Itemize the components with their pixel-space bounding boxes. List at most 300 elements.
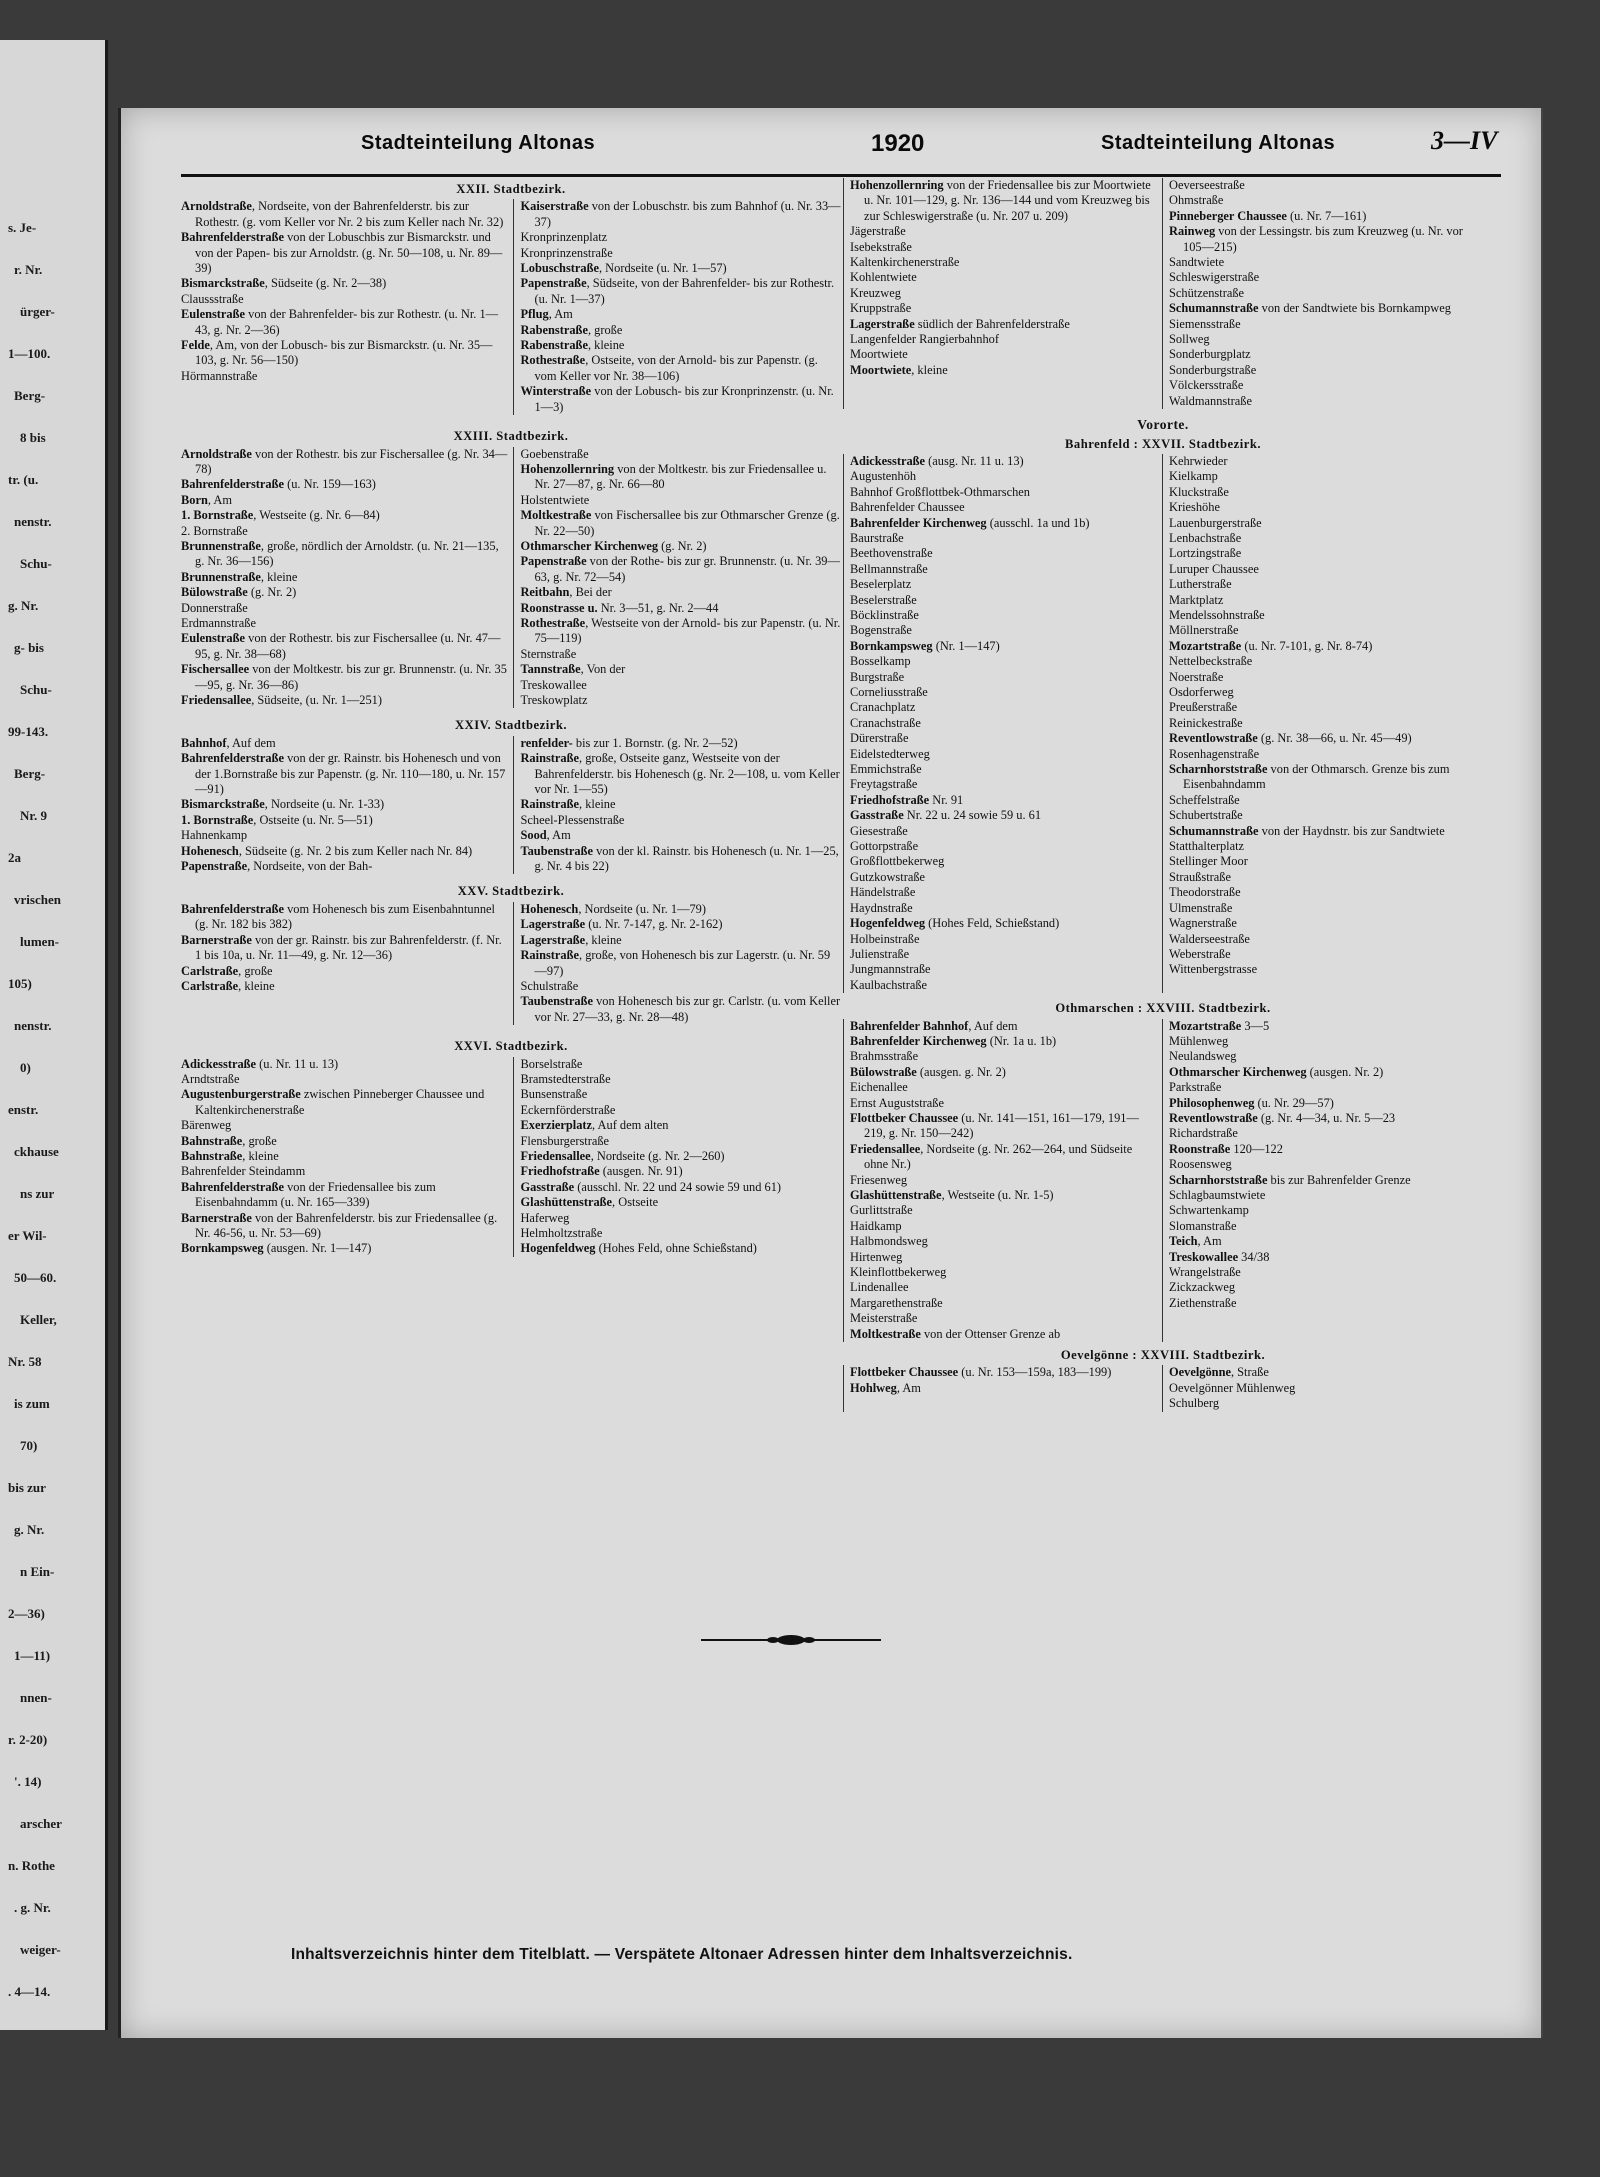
street-entry: Friesenweg — [850, 1172, 908, 1187]
left-page-fragment: 99-143. — [8, 724, 49, 739]
street-entry: Bahrenfelder Kirchenweg (Nr. 1a u. 1b) — [850, 1033, 1057, 1048]
page-number: 3—IV — [1431, 126, 1498, 155]
left-page-fragment: n Ein- — [20, 1564, 55, 1579]
street-entry: Scharnhorststraße von der Othmarsch. Grenze bis zum Eisenbahndamm — [1169, 762, 1450, 792]
street-entry: Flottbeker Chaussee (u. Nr. 141—151, 161—179, 191—219, g. Nr. 150—242) — [850, 1110, 1139, 1141]
left-page-fragment: is zum — [14, 1396, 50, 1411]
street-entry: Lagerstraße, kleine — [520, 932, 622, 947]
street-entry: Roosensweg — [1169, 1157, 1232, 1172]
street-entry: Freytagstraße — [850, 777, 918, 792]
section-23-col-b — [513, 447, 841, 709]
street-entry: Tannstraße, Von der — [520, 662, 626, 677]
left-page-fragment: Schu- — [20, 682, 52, 697]
street-entry: Friedensallee, Südseite, (u. Nr. 1—251) — [181, 693, 382, 707]
street-entry: 2. Bornstraße — [181, 523, 248, 538]
street-entry: Theodorstraße — [1169, 885, 1241, 900]
street-entry: Haferweg — [520, 1210, 570, 1225]
street-entry: Sonderburgplatz — [1169, 347, 1251, 362]
street-entry: Corneliusstraße — [850, 685, 928, 699]
street-entry: Arndtstraße — [181, 1071, 240, 1086]
street-entry: Bahrenfelder Bahnhof, Auf dem — [850, 1018, 1018, 1033]
street-entry: Exerzierplatz, Auf dem alten — [520, 1118, 669, 1133]
street-entry: Bahnhof, Auf dem — [181, 735, 276, 750]
street-entry: Bülowstraße (ausgen. g. Nr. 2) — [850, 1064, 1006, 1079]
left-page-fragment: arscher — [20, 1816, 62, 1831]
street-entry: Papenstraße von der Rothe- bis zur gr. Brunnenstr. (u. Nr. 39—63, g. Nr. 72—54) — [520, 554, 840, 584]
street-entry: Bahrenfelderstraße von der Friedensallee bis zum Eisenbahndamm (u. Nr. 165—339) — [181, 1179, 436, 1210]
street-entry: Papenstraße, Südseite, von der Bahrenfelder- bis zur Rothestr. (u. Nr. 1—37) — [520, 276, 835, 306]
street-entry: Erdmannstraße — [181, 615, 257, 630]
street-entry: Augustenhöh — [850, 469, 917, 484]
continuation-26 — [843, 178, 1483, 409]
street-entry: Bahnstraße, kleine — [181, 1148, 279, 1163]
street-entry: Roonstraße 120—122 — [1169, 1141, 1283, 1156]
street-entry: Arnoldstraße, Nordseite, von der Bahrenfelderstr. bis zur Rothestr. (g. vom Keller vor Nr. 2 bis zum Keller nach Nr. 32) — [181, 199, 504, 229]
street-entry: Schwartenkamp — [1169, 1203, 1249, 1218]
left-page-fragment: 70) — [20, 1438, 38, 1453]
othmarschen-col-d — [1162, 1019, 1483, 1343]
street-entry: Lindenallee — [850, 1280, 909, 1295]
left-page-fragment: r. 2-20) — [8, 1732, 48, 1747]
street-entry: Friedensallee, Nordseite (g. Nr. 262—264, und Südseite ohne Nr.) — [850, 1141, 1133, 1172]
street-entry: Hogenfeldweg (Hohes Feld, Schießstand) — [850, 916, 1060, 931]
street-entry: Margarethenstraße — [850, 1295, 943, 1310]
street-entry: Hörmannstraße — [181, 368, 258, 383]
street-entry: Goebenstraße — [520, 446, 589, 461]
street-entry: Gasstraße Nr. 22 u. 24 sowie 59 u. 61 — [850, 808, 1042, 823]
street-entry: Taubenstraße von der kl. Rainstr. bis Hohenesch (u. Nr. 1—25, g. Nr. 4 bis 22) — [520, 843, 839, 874]
street-entry: Schulstraße — [520, 978, 579, 993]
street-entry: Kaiserstraße von der Lobuschstr. bis zum Bahnhof (u. Nr. 33—37) — [520, 199, 841, 229]
left-page-fragment: 1—100. — [8, 346, 51, 361]
street-entry: Kronprinzenplatz — [520, 230, 608, 245]
street-entry: Treskowplatz — [520, 693, 588, 707]
section-22-col-a — [181, 199, 513, 415]
left-page-fragment: r. Nr. — [14, 262, 43, 277]
street-entry: Giesestraße — [850, 823, 908, 838]
street-entry: Mozartstraße 3—5 — [1169, 1018, 1270, 1033]
section-head-25: XXV. Stadtbezirk. — [457, 884, 565, 899]
street-entry: Kielkamp — [1169, 469, 1218, 484]
street-entry: Roonstrasse u. Nr. 3—51, g. Nr. 2—44 — [520, 600, 719, 615]
street-entry: Reitbahn, Bei der — [520, 585, 612, 600]
street-entry: Parkstraße — [1169, 1080, 1222, 1095]
street-entry: Kruppstraße — [850, 301, 912, 316]
left-page-fragment: Keller, — [20, 1312, 57, 1327]
street-entry: Zickzackweg — [1169, 1280, 1236, 1295]
left-page-fragment: s. Je- — [8, 220, 37, 235]
street-entry: Holstentwiete — [520, 492, 590, 507]
street-entry: Rainstraße, große, von Hohenesch bis zur Lagerstr. (u. Nr. 59—97) — [520, 948, 831, 978]
street-entry: Beselerplatz — [850, 577, 912, 592]
street-entry: Noerstraße — [1169, 669, 1224, 684]
street-entry: Sternstraße — [520, 646, 577, 661]
street-entry: Rosenhagenstraße — [1169, 746, 1260, 761]
left-page-fragment: '. 14) — [14, 1774, 42, 1789]
section-head-22: XXII. Stadtbezirk. — [456, 182, 566, 196]
street-entry: Scharnhorststraße bis zur Bahrenfelder Grenze — [1169, 1172, 1411, 1187]
street-entry: Bahrenfelder Chaussee — [850, 500, 965, 515]
street-entry: Beselerstraße — [850, 592, 917, 607]
street-entry: Bülowstraße (g. Nr. 2) — [181, 585, 297, 600]
left-page-fragment: ürger- — [20, 304, 55, 319]
street-entry: Kaulbachstraße — [850, 977, 928, 992]
left-page-fragment: er Wil- — [8, 1228, 47, 1243]
street-entry: Wrangelstraße — [1169, 1265, 1241, 1280]
street-entry: Bahrenfelderstraße vom Hohenesch bis zum Eisenbahntunnel (g. Nr. 182 bis 382) — [181, 901, 495, 932]
street-entry: Lutherstraße — [1169, 577, 1232, 592]
street-entry: Oevelgönne, Straße — [1169, 1365, 1269, 1380]
oevelgoenne-col-c — [843, 1365, 1162, 1411]
section-head-23: XXIII. Stadtbezirk. — [453, 429, 569, 444]
street-entry: Gottorpstraße — [850, 839, 919, 854]
street-entry: Luruper Chaussee — [1169, 561, 1259, 576]
street-entry: Hirtenweg — [850, 1249, 903, 1264]
street-entry: Rothestraße, Ostseite, von der Arnold- bis zur Papenstr. (g. vom Keller vor Nr. 38—106) — [520, 353, 818, 383]
street-entry: Mendelssohnstraße — [1169, 607, 1265, 622]
left-page-fragment: 0) — [20, 1060, 31, 1075]
street-entry: Arnoldstraße von der Rothestr. bis zur Fischersallee (g. Nr. 34—78) — [181, 446, 508, 476]
section-24-col-b — [513, 736, 841, 875]
street-entry: Völckersstraße — [1169, 378, 1244, 393]
footer-note: Inhaltsverzeichnis hinter dem Titelblatt. — Verspätete Altonaer Adressen hinter dem Inhaltsverzeichnis. — [291, 1946, 1073, 1963]
street-entry: Bellmannstraße — [850, 561, 928, 576]
street-entry: Eulenstraße von der Bahrenfelder- bis zur Rothestr. (u. Nr. 1—43, g. Nr. 2—36) — [181, 307, 499, 337]
street-entry: Reventlowstraße (g. Nr. 4—34, u. Nr. 5—23 — [1169, 1110, 1396, 1125]
street-entry: Glashüttenstraße, Westseite (u. Nr. 1-5) — [850, 1188, 1054, 1202]
section-24 — [181, 736, 841, 875]
street-entry: 1. Bornstraße, Ostseite (u. Nr. 5—51) — [181, 812, 373, 827]
street-entry: Bahrenfelderstraße von der Lobuschbis zur Bismarckstr. und von der Papen- bis zur Arnoldstr. (g. Nr. 50—108, u. Nr. 89—39) — [181, 230, 503, 276]
street-entry: Dürerstraße — [850, 731, 909, 746]
street-entry: Mozartstraße (u. Nr. 7-101, g. Nr. 8-74) — [1169, 638, 1373, 653]
street-entry: Barnerstraße von der Bahrenfelderstr. bis zur Friedensallee (g. Nr. 46-56, u. Nr. 53—69) — [181, 1210, 498, 1240]
left-page-fragment: 8 bis — [20, 430, 46, 445]
street-entry: Donnerstraße — [181, 600, 248, 615]
vororte-title: Vororte. — [1137, 417, 1189, 433]
left-page-fragment: g. Nr. — [8, 598, 39, 613]
street-entry: Flottbeker Chaussee (u. Nr. 153—159a, 183—199) — [850, 1365, 1112, 1380]
street-entry: Haidkamp — [850, 1218, 902, 1233]
section-26 — [181, 1057, 841, 1257]
street-entry: Lortzingstraße — [1169, 546, 1242, 561]
street-entry: Carlstraße, große — [181, 963, 273, 978]
page-header — [181, 122, 1501, 162]
street-entry: Großflottbekerweg — [850, 854, 945, 869]
street-entry: Hohenesch, Nordseite (u. Nr. 1—79) — [520, 901, 706, 916]
street-entry: Adickesstraße (u. Nr. 11 u. 13) — [181, 1056, 339, 1071]
street-entry: Rabenstraße, kleine — [520, 338, 625, 353]
city-districts-block — [181, 178, 841, 1257]
othmarschen-col-c — [843, 1019, 1162, 1343]
street-entry: Sandtwiete — [1169, 255, 1225, 270]
street-entry: Weberstraße — [1169, 946, 1231, 961]
left-page-fragment: 2a — [8, 850, 21, 865]
street-entry: Teich, Am — [1169, 1234, 1222, 1249]
street-entry: Scheffelstraße — [1169, 792, 1240, 807]
street-entry: Brunnenstraße, kleine — [181, 569, 298, 584]
street-entry: Friedensallee, Nordseite (g. Nr. 2—260) — [520, 1148, 725, 1163]
street-entry: Waldmannstraße — [1169, 393, 1252, 408]
street-entry: Bramstedterstraße — [520, 1071, 611, 1086]
street-entry: Meisterstraße — [850, 1311, 918, 1326]
street-entry: Lagerstraße (u. Nr. 7-147, g. Nr. 2-162) — [520, 917, 723, 932]
left-page-fragment: enstr. — [8, 1102, 39, 1117]
left-page-fragment: vrischen — [14, 892, 61, 907]
section-22 — [181, 199, 841, 415]
section-oevelgoenne — [843, 1365, 1483, 1411]
street-entry: Friedhofstraße Nr. 91 — [850, 792, 964, 807]
street-entry: Reinickestraße — [1169, 715, 1243, 730]
street-entry: Nettelbeckstraße — [1169, 654, 1253, 669]
street-entry: Sood, Am — [520, 828, 571, 843]
section-25-col-a — [181, 902, 513, 1025]
street-entry: Othmarscher Kirchenweg (g. Nr. 2) — [520, 538, 707, 553]
street-entry: Kreuzweg — [850, 285, 901, 300]
street-entry: Beethovenstraße — [850, 546, 933, 561]
section-bahrenfeld — [843, 454, 1483, 993]
street-entry: Bismarckstraße, Nordseite (u. Nr. 1-33) — [181, 797, 385, 812]
street-entry: Rainstraße, große, Ostseite ganz, Westseite von der Bahrenfelderstr. bis Hohenesch (g. Nr. 2—108, u. vom Keller vor Nr. 1—55) — [520, 751, 840, 797]
street-entry: Kehrwieder — [1169, 453, 1228, 468]
street-entry: Emmichstraße — [850, 762, 922, 777]
street-entry: Kaltenkirchenerstraße — [850, 255, 960, 270]
street-entry: Gutzkowstraße — [850, 869, 926, 884]
header-year: 1920 — [871, 130, 925, 157]
left-page-fragment: Schu- — [20, 556, 52, 571]
street-entry: Barnerstraße von der gr. Rainstr. bis zur Bahrenfelderstr. (f. Nr. 1 bis 10a, u. Nr. 11—49, g. Nr. 12—36) — [181, 932, 502, 963]
left-page-fragment: weiger- — [20, 1942, 61, 1957]
section-23 — [181, 447, 841, 709]
street-entry: Schulberg — [1169, 1396, 1220, 1411]
street-entry: Bunsenstraße — [520, 1087, 588, 1102]
street-entry: Ziethenstraße — [1169, 1295, 1237, 1310]
street-entry: Borselstraße — [520, 1056, 583, 1071]
street-entry: Bogenstraße — [850, 623, 912, 638]
street-entry: Glashüttenstraße, Ostseite — [520, 1195, 659, 1210]
street-entry: Claussstraße — [181, 291, 244, 306]
header-left-title: Stadteinteilung Altonas — [361, 132, 596, 154]
left-page-fragment: n. Rothe — [8, 1858, 55, 1873]
left-page-fragment: tr. (u. — [8, 472, 39, 487]
street-entry: Sonderburgstraße — [1169, 362, 1257, 377]
street-entry: Hohenesch, Südseite (g. Nr. 2 bis zum Keller nach Nr. 84) — [181, 843, 473, 858]
street-entry: Schlagbaumstwiete — [1169, 1188, 1266, 1202]
street-entry: Schumannstraße von der Haydnstr. bis zur Sandtwiete — [1169, 823, 1445, 838]
street-entry: Bahrenfelderstraße (u. Nr. 159—163) — [181, 477, 376, 492]
street-entry: Oevelgönner Mühlenweg — [1169, 1380, 1296, 1395]
street-entry: Schumannstraße von der Sandtwiete bis Bornkampweg — [1169, 301, 1451, 316]
section-head-othmarschen: Othmarschen : XXVIII. Stadtbezirk. — [1055, 1001, 1271, 1016]
street-entry: Schubertstraße — [1169, 808, 1243, 823]
street-entry: Wittenbergstrasse — [1169, 962, 1258, 977]
header-right-title: Stadteinteilung Altonas — [1101, 132, 1336, 154]
street-entry: Reventlowstraße (g. Nr. 38—66, u. Nr. 45—49) — [1169, 731, 1412, 746]
street-entry: Bärenweg — [181, 1118, 232, 1133]
oevelgoenne-col-d — [1162, 1365, 1483, 1411]
section-23-col-a — [181, 447, 513, 709]
section-26-col-b — [513, 1057, 841, 1257]
street-entry: Statthalterplatz — [1169, 839, 1245, 854]
street-entry: Fischersallee von der Moltkestr. bis zur gr. Brunnenstr. (u. Nr. 35—95, g. Nr. 36—86) — [181, 662, 507, 692]
street-entry: Rabenstraße, große — [520, 322, 623, 337]
street-entry: Jungmannstraße — [850, 962, 931, 977]
street-entry: Hohenzollernring von der Moltkestr. bis zur Friedensallee u. Nr. 27—87, g. Nr. 66—80 — [520, 461, 827, 492]
street-entry: Lenbachstraße — [1169, 530, 1242, 545]
street-entry: Bismarckstraße, Südseite (g. Nr. 2—38) — [181, 276, 387, 291]
street-entry: Preußerstraße — [1169, 700, 1238, 715]
street-entry: Bahrenfelder Kirchenweg (ausschl. 1a und 1b) — [850, 515, 1090, 530]
street-entry: Flensburgerstraße — [520, 1133, 610, 1148]
street-entry: Wagnerstraße — [1169, 916, 1237, 931]
left-page-fragment: Nr. 9 — [20, 808, 47, 823]
street-entry: Lobuschstraße, Nordseite (u. Nr. 1—57) — [520, 261, 727, 276]
street-entry: Eichenallee — [850, 1080, 908, 1095]
left-page-fragment: bis zur — [8, 1480, 46, 1495]
street-entry: Treskowallee 34/38 — [1169, 1249, 1270, 1264]
street-entry: Othmarscher Kirchenweg (ausgen. Nr. 2) — [1169, 1064, 1384, 1079]
street-entry: Gurlittstraße — [850, 1203, 913, 1218]
left-page-fragment: g- bis — [14, 640, 44, 655]
street-entry: Kronprinzenstraße — [520, 245, 613, 260]
street-entry: renfelder- bis zur 1. Bornstr. (g. Nr. 2—52) — [520, 735, 738, 750]
street-entry: Stellinger Moor — [1169, 854, 1248, 869]
left-page-fragment: 50—60. — [14, 1270, 57, 1285]
street-entry: Marktplatz — [1169, 592, 1224, 607]
street-entry: Langenfelder Rangierbahnhof — [850, 332, 999, 347]
street-entry: Moortwiete — [850, 347, 908, 362]
street-entry: Mühlenweg — [1169, 1033, 1229, 1048]
left-page-fragment: 1—11) — [14, 1648, 51, 1663]
street-entry: Bahnstraße, große — [181, 1133, 277, 1148]
street-entry: Kleinflottbekerweg — [850, 1265, 947, 1280]
street-entry: Bornkampsweg (Nr. 1—147) — [850, 638, 1000, 653]
street-entry: Eckernförderstraße — [520, 1102, 616, 1117]
left-page-fragment: ns zur — [20, 1186, 55, 1201]
street-entry: 1. Bornstraße, Westseite (g. Nr. 6—84) — [181, 508, 380, 523]
street-entry: Augustenburgerstraße zwischen Pinneberger Chaussee und Kaltenkirchenerstraße — [181, 1087, 485, 1117]
street-entry: Walderseestraße — [1169, 931, 1250, 946]
left-page-fragment: lumen- — [20, 934, 59, 949]
street-entry: Händelstraße — [850, 885, 916, 900]
street-entry: Cranachplatz — [850, 700, 916, 715]
left-page-fragment: nenstr. — [14, 1018, 52, 1033]
street-entry: Ulmenstraße — [1169, 900, 1233, 915]
street-entry: Bahrenfelder Steindamm — [181, 1164, 306, 1179]
street-entry: Straußstraße — [1169, 869, 1231, 884]
street-entry: Hohenzollernring von der Friedensallee bis zur Moortwiete u. Nr. 101—129, g. Nr. 136—144 und vom Kreuzweg bis zur Schleswigerstraße (u. Nr. 207 u. 209) — [850, 178, 1151, 223]
street-entry: Isebekstraße — [850, 239, 912, 254]
street-entry: Neulandsweg — [1169, 1049, 1237, 1064]
street-entry: Ernst Auguststraße — [850, 1095, 944, 1110]
street-entry: Krieshöhe — [1169, 500, 1220, 515]
street-entry: Kohlentwiete — [850, 270, 917, 285]
section-25 — [181, 902, 841, 1025]
street-entry: Pinneberger Chaussee (u. Nr. 7—161) — [1169, 208, 1367, 223]
street-entry: Rothestraße, Westseite von der Arnold- bis zur Papenstr. (u. Nr. 75—119) — [520, 615, 841, 646]
left-page-fragment: 105) — [8, 976, 32, 991]
street-entry: Slomanstraße — [1169, 1218, 1237, 1233]
street-entry: Rainweg von der Lessingstr. bis zum Kreuzweg (u. Nr. vor 105—215) — [1169, 224, 1463, 254]
street-entry: Taubenstraße von Hohenesch bis zur gr. Carlstr. (u. vom Keller vor Nr. 27—33, g. Nr. 28—48) — [520, 994, 841, 1024]
street-entry: Bornkampsweg (ausgen. Nr. 1—147) — [181, 1241, 372, 1256]
section-head-oevelgoenne: Oevelgönne : XXVIII. Stadtbezirk. — [1060, 1348, 1266, 1363]
left-page-fragment: nenstr. — [14, 514, 52, 529]
street-entry: Ohmstraße — [1169, 193, 1224, 208]
street-entry: Scheel-Plessenstraße — [520, 812, 625, 827]
section-othmarschen — [843, 1019, 1483, 1343]
street-entry: Philosophenweg (u. Nr. 29—57) — [1169, 1095, 1334, 1110]
left-page-fragment: 2—36) — [8, 1606, 45, 1621]
street-entry: Rainstraße, kleine — [520, 797, 616, 812]
street-entry: Helmholtzstraße — [520, 1226, 603, 1240]
street-entry: Jägerstraße — [850, 224, 906, 239]
suburbs-block — [843, 178, 1483, 1412]
street-entry: Burgstraße — [850, 669, 905, 684]
street-entry: Halbmondsweg — [850, 1234, 928, 1249]
street-entry: Bahrenfelderstraße von der gr. Rainstr. bis Hohenesch und von der 1.Bornstraße bis zur Papenstr. (g. Nr. 110—180, u. Nr. 157—91) — [181, 751, 506, 797]
street-entry: Lauenburgerstraße — [1169, 515, 1262, 530]
street-entry: Möllnerstraße — [1169, 623, 1239, 638]
street-entry: Born, Am — [181, 492, 232, 507]
document-page — [118, 108, 1543, 2038]
ornament-divider — [701, 1633, 881, 1647]
street-entry: Bosselkamp — [850, 654, 911, 669]
left-page-fragment: ckhause — [14, 1144, 59, 1159]
left-page-fragment: . 4—14. — [8, 1984, 51, 1999]
street-entry: Hogenfeldweg (Hohes Feld, ohne Schießstand) — [520, 1241, 757, 1256]
street-entry: Baurstraße — [850, 530, 904, 545]
left-page-fragment: nnen- — [20, 1690, 52, 1705]
street-entry: Sollweg — [1169, 332, 1210, 347]
street-entry: Schleswigerstraße — [1169, 270, 1260, 285]
bahrenfeld-col-d — [1162, 454, 1483, 993]
street-entry: Oeverseestraße — [1169, 178, 1245, 192]
header-rule — [181, 174, 1501, 177]
street-entry: Kluckstraße — [1169, 484, 1229, 499]
street-entry: Richardstraße — [1169, 1126, 1238, 1141]
street-entry: Brahmsstraße — [850, 1049, 919, 1064]
left-page-fragment: Berg- — [14, 766, 46, 781]
street-entry: Carlstraße, kleine — [181, 978, 275, 993]
street-entry: Gasstraße (ausschl. Nr. 22 und 24 sowie 59 und 61) — [520, 1179, 782, 1194]
street-entry: Böcklinstraße — [850, 607, 919, 622]
street-entry: Eulenstraße von der Rothestr. bis zur Fischersallee (u. Nr. 47—95, g. Nr. 38—68) — [181, 631, 501, 661]
bahrenfeld-col-c — [843, 454, 1162, 993]
continuation-col-d — [1162, 178, 1483, 409]
left-page-edge — [0, 40, 108, 2030]
street-entry: Lagerstraße südlich der Bahrenfelderstraße — [850, 316, 1070, 331]
street-entry: Moltkestraße von der Ottenser Grenze ab — [850, 1326, 1061, 1341]
section-25-col-b — [513, 902, 841, 1025]
left-page-fragment: . g. Nr. — [14, 1900, 51, 1915]
left-page-fragment: g. Nr. — [14, 1522, 45, 1537]
street-entry: Friedhofstraße (ausgen. Nr. 91) — [520, 1164, 683, 1179]
street-entry: Siemensstraße — [1169, 316, 1241, 331]
street-entry: Winterstraße von der Lobusch- bis zur Kronprinzenstr. (u. Nr. 1—3) — [520, 384, 834, 414]
street-entry: Brunnenstraße, große, nördlich der Arnoldstr. (u. Nr. 21—135, g. Nr. 36—156) — [181, 538, 499, 569]
street-entry: Bahnhof Großflottbek-Othmarschen — [850, 484, 1030, 499]
section-26-col-a — [181, 1057, 513, 1257]
street-entry: Adickesstraße (ausg. Nr. 11 u. 13) — [850, 453, 1024, 468]
street-entry: Haydnstraße — [850, 900, 913, 915]
street-entry: Eidelstedterweg — [850, 746, 930, 761]
street-entry: Holbeinstraße — [850, 931, 920, 946]
street-entry: Papenstraße, Nordseite, von der Bah- — [181, 859, 373, 874]
left-page-fragment: Berg- — [14, 388, 46, 403]
section-22-col-b — [513, 199, 841, 415]
section-head-bahrenfeld: Bahrenfeld : XXVII. Stadtbezirk. — [1065, 436, 1261, 451]
